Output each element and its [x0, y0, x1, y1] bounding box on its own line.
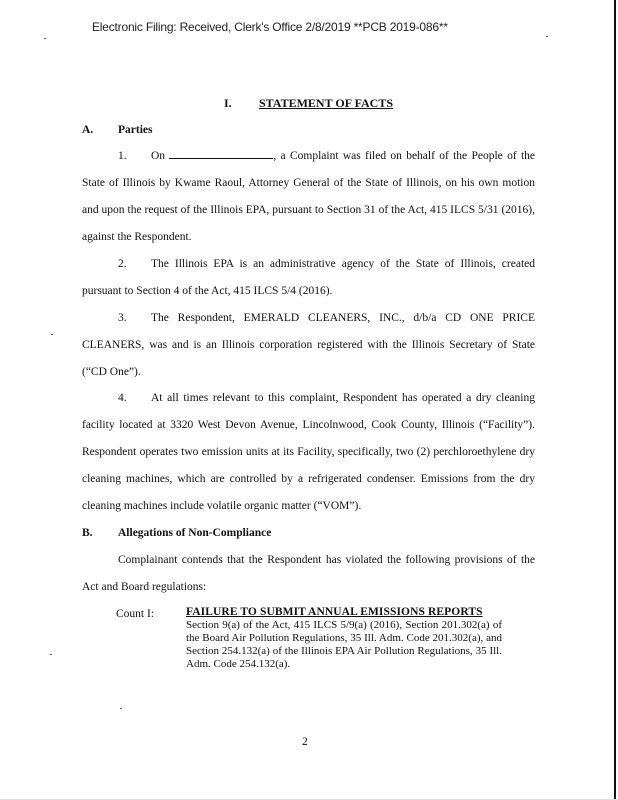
allegations-intro: Complainant contends that the Respondent has violated the following provisions of the Act and Board regulations:: [82, 554, 535, 593]
paragraph-1-number: 1.: [118, 150, 127, 162]
paragraph-3-number: 3.: [118, 312, 127, 324]
paragraph-2-number: 2.: [118, 258, 127, 270]
count-body: Section 9(a) of the Act, 415 ILCS 5/9(a) (2016), Section 201.302(a) of the Board Air Pollution Regulations, 35 Ill. Adm. Code 201.302(a), and Section 254.132(a) of the Illinois EPA Air Pollution Regulations, 35 Ill. Adm. Code 254.132(a).: [186, 619, 502, 670]
paragraph-1-lead: On: [151, 150, 166, 162]
scan-speck: [120, 708, 122, 709]
count-label: Count I:: [116, 608, 155, 620]
count-title: FAILURE TO SUBMIT ANNUAL EMISSIONS REPORTS: [186, 606, 483, 618]
paragraph-3: [82, 305, 535, 386]
scan-speck: [51, 334, 53, 335]
paragraph-2: [82, 251, 535, 305]
scan-speck: [44, 38, 46, 39]
paragraph-2-text: The Illinois EPA is an administrative agency of the State of Illinois, created pursuant to Section 4 of the Act, 415 ILCS 5/4 (2016).: [82, 258, 535, 297]
scan-speck: [546, 36, 548, 37]
scan-edge-right: [614, 0, 616, 800]
section-title: STATEMENT OF FACTS: [259, 96, 394, 110]
paragraph-4: [82, 385, 535, 520]
paragraph-4-number: 4.: [118, 392, 127, 404]
paragraph-1: [82, 143, 535, 251]
subsection-b-label: Allegations of Non-Compliance: [118, 527, 272, 539]
count-block: [186, 606, 502, 671]
date-blank-line: [169, 148, 273, 159]
subsection-b-letter: B.: [82, 527, 93, 539]
scan-speck: [50, 654, 52, 655]
section-number: I.: [224, 96, 232, 110]
page-number: 2: [302, 736, 308, 748]
filing-stamp: Electronic Filing: Received, Clerk's Office 2/8/2019 **PCB 2019-086**: [92, 20, 448, 34]
paragraph-3-text: The Respondent, EMERALD CLEANERS, INC., d/b/a CD ONE PRICE CLEANERS, was and is an Illinois corporation registered with the Illinois Secretary of State (“CD One”).: [82, 312, 535, 378]
subsection-a-label: Parties: [118, 124, 153, 136]
subsection-a-letter: A.: [82, 124, 94, 136]
paragraph-1-text: , a Complaint was filed on behalf of the People of the State of Illinois by Kwame Raoul, Attorney General of the State of Illinois, on his own motion and upon the request of the Illinois EPA, pursuant to Section 31 of the Act, 415 ILCS 5/31 (2016), against the Respondent.: [82, 150, 535, 243]
paragraph-4-text: At all times relevant to this complaint, Respondent has operated a dry cleaning facility located at 3320 West Devon Avenue, Lincolnwood, Cook County, Illinois (“Facility”). Respondent operates two emission units at its Facility, specifically, two (2) perchloroethylene dry cleaning machines, which are controlled by a refrigerated condenser. Emissions from the dry cleaning machines include volatile organic matter (“VOM”).: [82, 392, 535, 512]
